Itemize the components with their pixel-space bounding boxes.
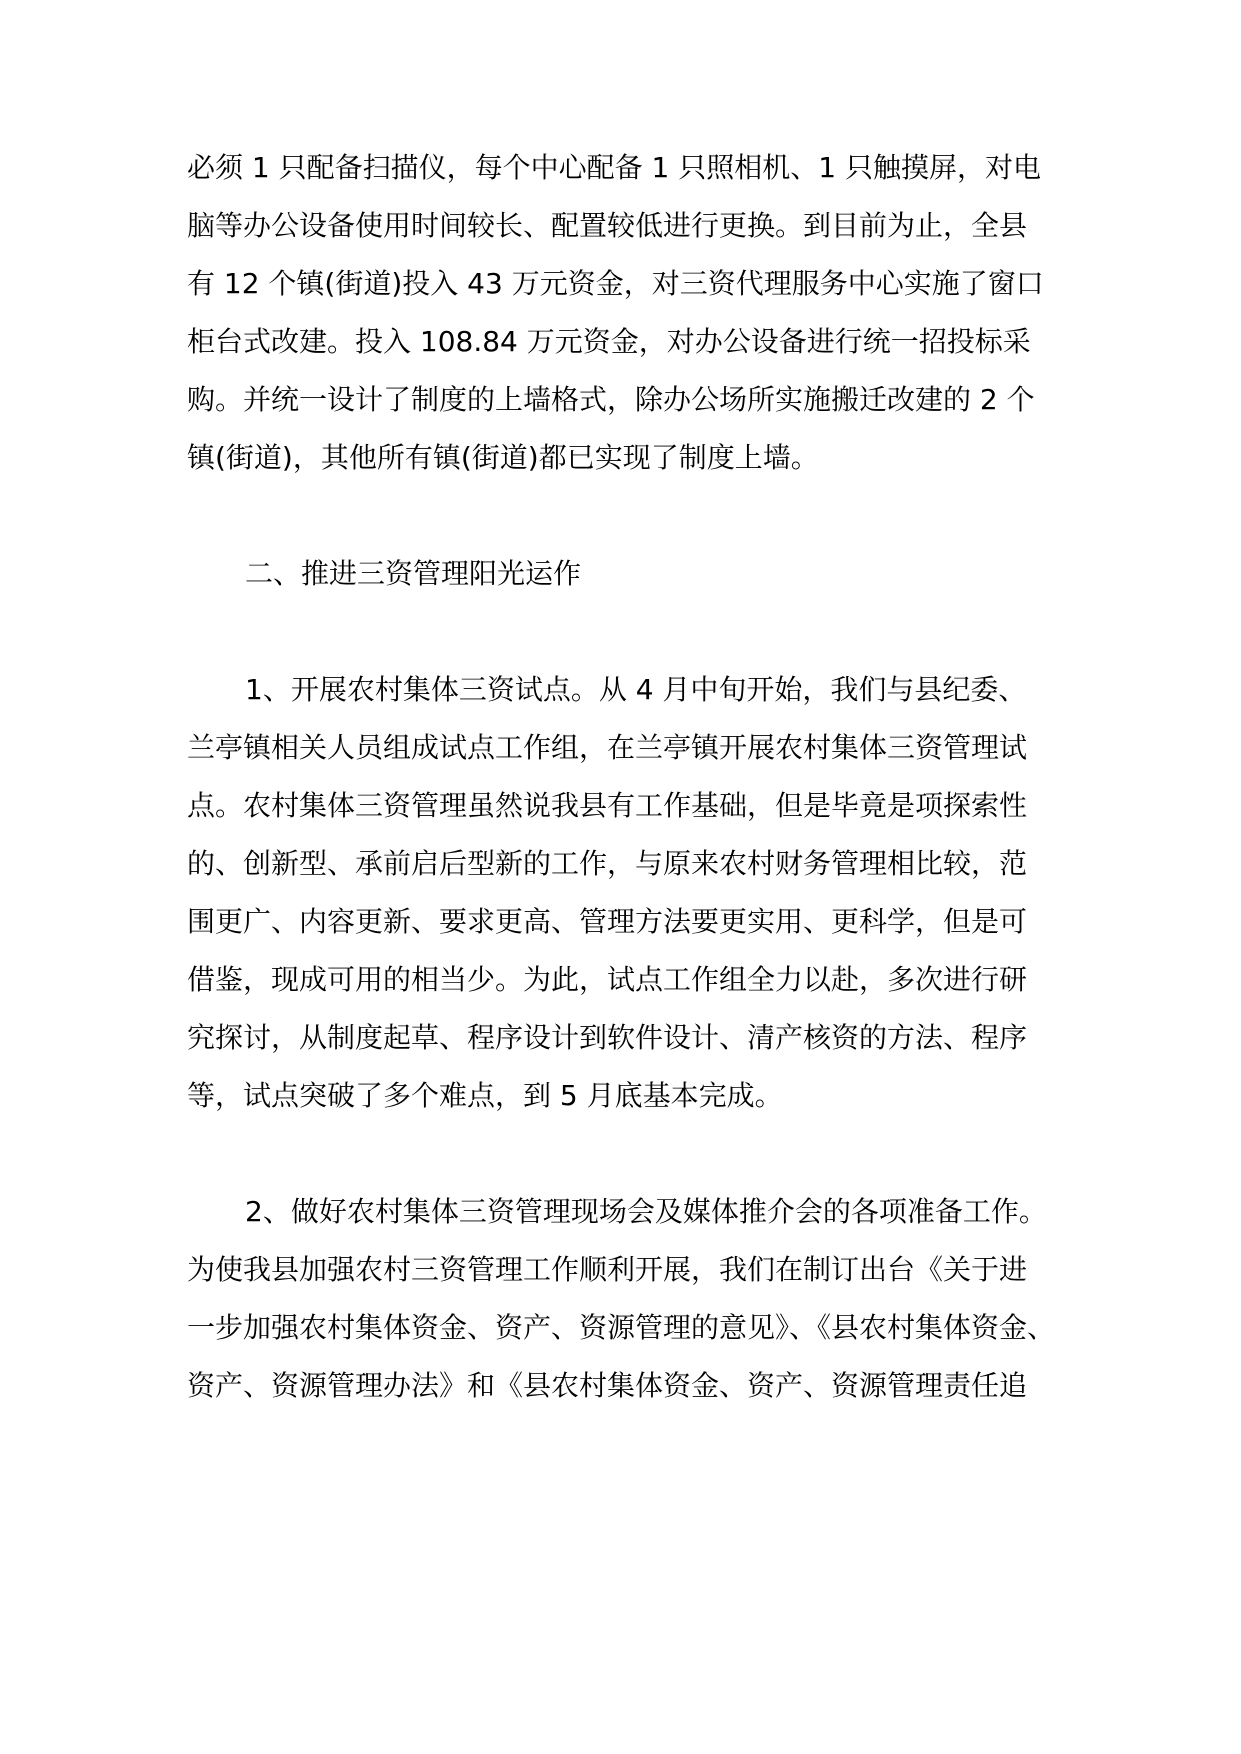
paragraph-3-line-3: 点。农村集体三资管理虽然说我县有工作基础，但是毕竟是项探索性 [187,789,1028,822]
paragraph-3-line-5: 围更广、内容更新、要求更高、管理方法要更实用、更科学，但是可 [187,905,1028,938]
paragraph-4-line-2: 为使我县加强农村三资管理工作顺利开展，我们在制订出台《关于进 [187,1253,1028,1286]
paragraph-3-line-1: 1、开展农村集体三资试点。从 4 月中旬开始，我们与县纪委、 [245,673,1027,706]
paragraph-1-line-1: 必须 1 只配备扫描仪，每个中心配备 1 只照相机、1 只触摸屏，对电 [187,151,1041,184]
paragraph-3-line-2: 兰亭镇相关人员组成试点工作组，在兰亭镇开展农村集体三资管理试 [187,731,1028,764]
paragraph-4-line-3: 一步加强农村集体资金、资产、资源管理的意见》、《县农村集体资金、 [187,1311,1056,1344]
paragraph-4-line-4: 资产、资源管理办法》和《县农村集体资金、资产、资源管理责任追 [187,1369,1028,1402]
paragraph-4-line-1: 2、做好农村集体三资管理现场会及媒体推介会的各项准备工作。 [245,1195,1047,1228]
paragraph-1-line-5: 购。并统一设计了制度的上墙格式，除办公场所实施搬迁改建的 2 个 [187,383,1035,416]
section-heading: 二、推进三资管理阳光运作 [245,557,582,590]
paragraph-1-line-3: 有 12 个镇(街道)投入 43 万元资金，对三资代理服务中心实施了窗口 [187,267,1044,300]
paragraph-3-line-8: 等，试点突破了多个难点，到 5 月底基本完成。 [187,1079,783,1112]
paragraph-3-line-7: 究探讨，从制度起草、程序设计到软件设计、清产核资的方法、程序 [187,1021,1028,1054]
paragraph-1-line-4: 柜台式改建。投入 108.84 万元资金，对办公设备进行统一招投标采 [187,325,1031,358]
paragraph-3-line-4: 的、创新型、承前启后型新的工作，与原来农村财务管理相比较，范 [187,847,1028,880]
paragraph-1-line-6: 镇(街道)，其他所有镇(街道)都已实现了制度上墙。 [187,441,819,474]
paragraph-1-line-2: 脑等办公设备使用时间较长、配置较低进行更换。到目前为止，全县 [187,209,1028,242]
paragraph-3-line-6: 借鉴，现成可用的相当少。为此，试点工作组全力以赴，多次进行研 [187,963,1028,996]
